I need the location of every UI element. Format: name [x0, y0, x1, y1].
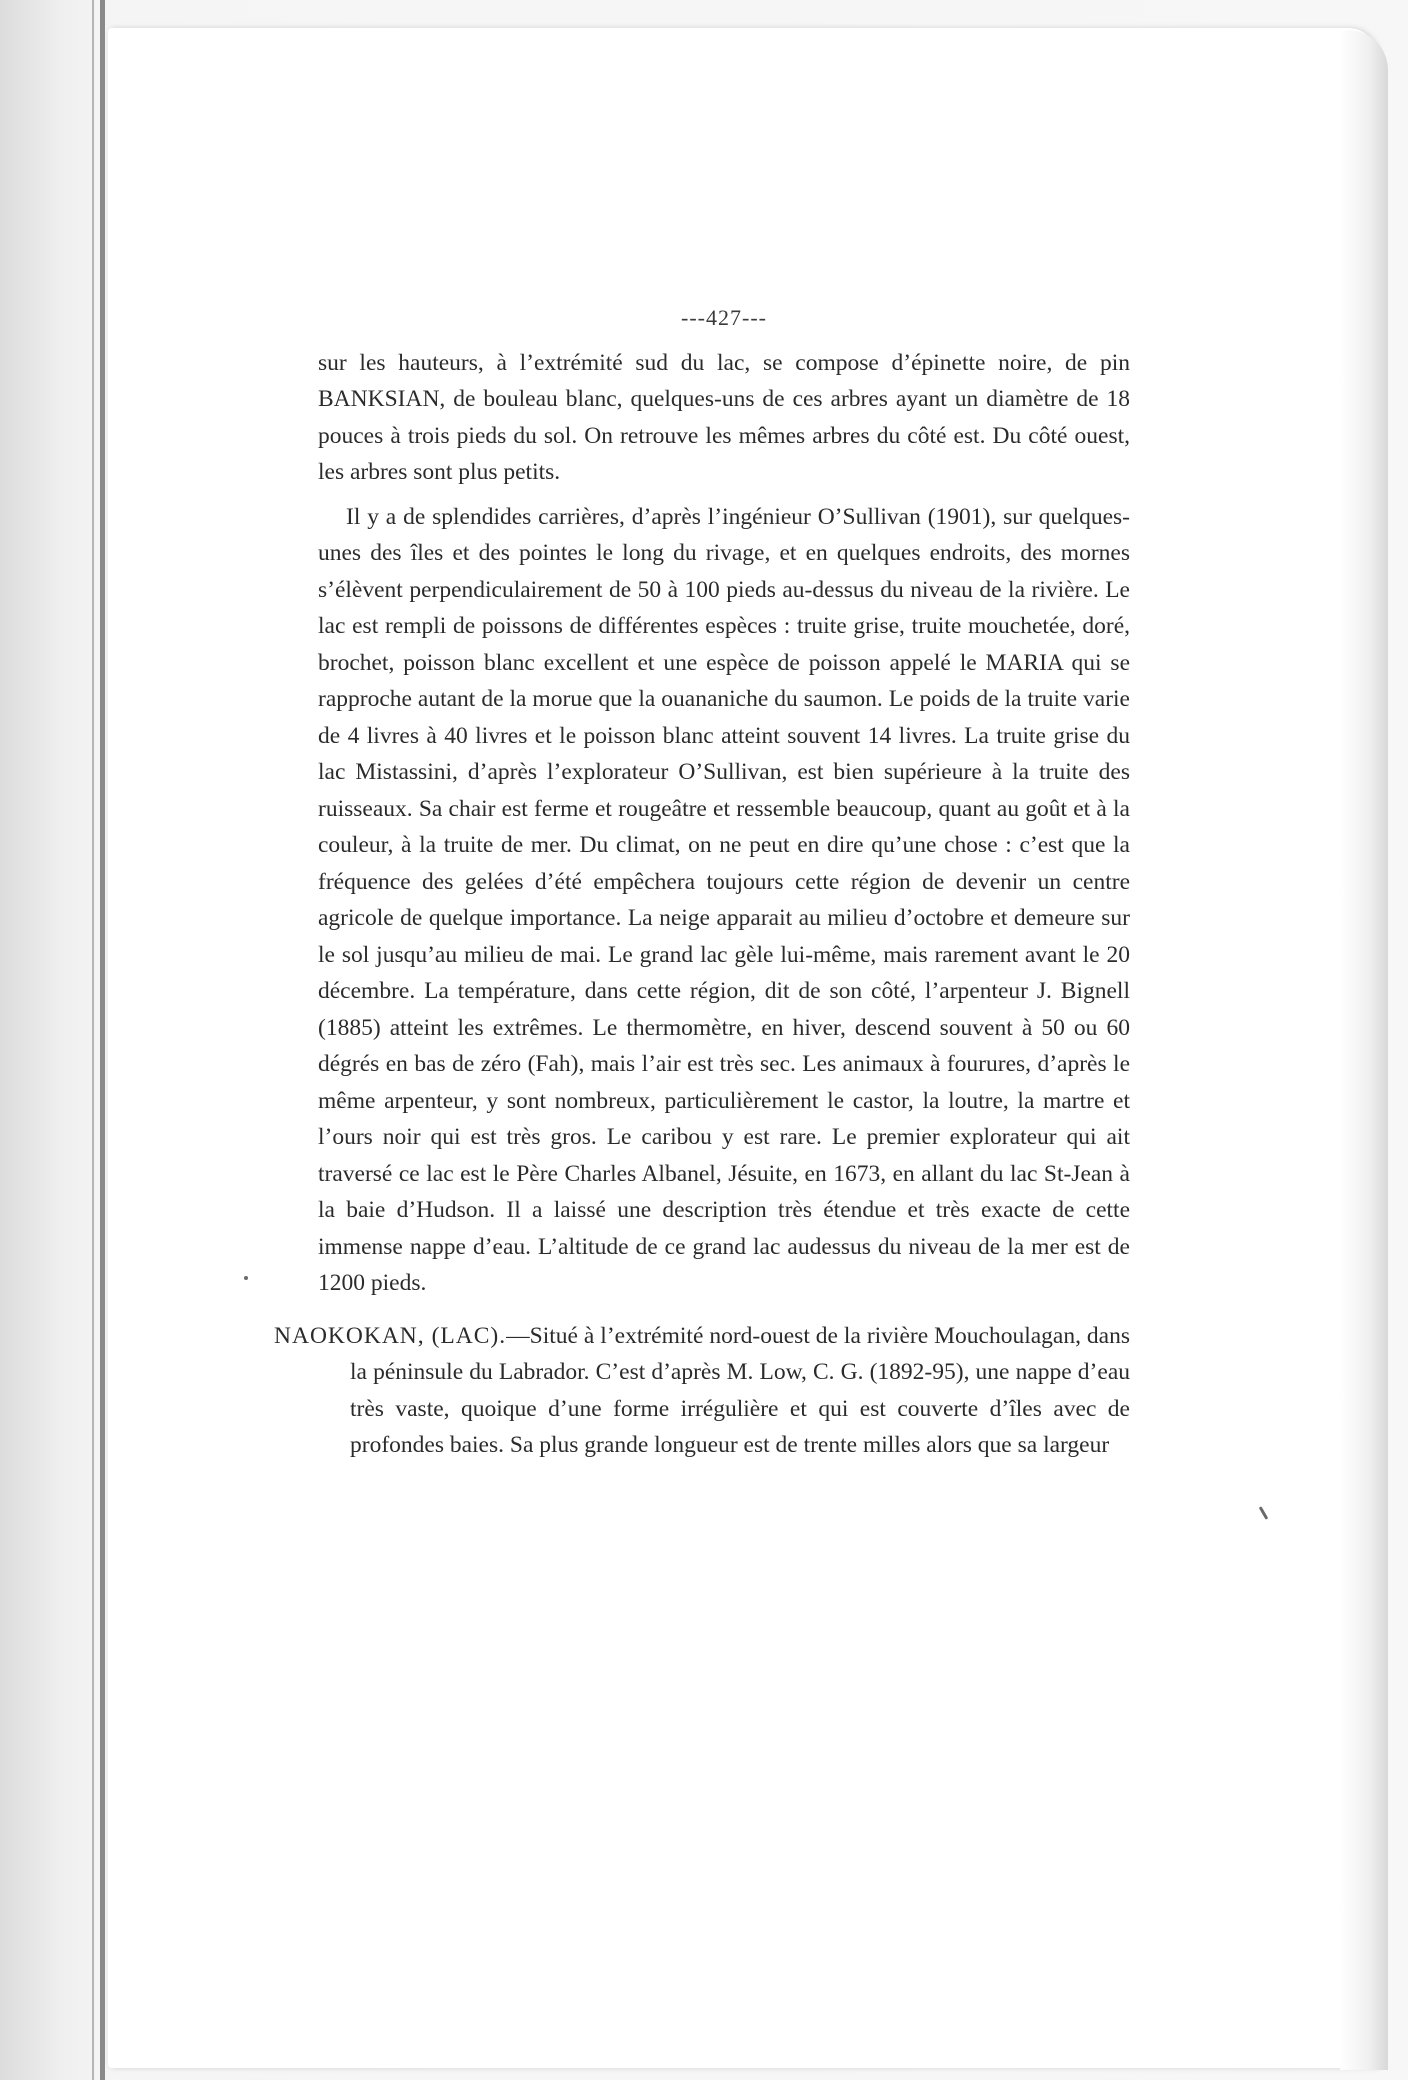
page-fold: [1340, 30, 1388, 2070]
scan-speck: [244, 1276, 248, 1280]
entry-headword: NAOKOKAN, (LAC).: [274, 1322, 507, 1349]
page-number: ---427---: [681, 305, 767, 330]
paragraph-continuation: sur les hauteurs, à l’extrémité sud du lac, se compose d’épinette noire, de pin BANKSIAN, de bouleau blanc, quelques-uns de ces arbres ayant un diamètre de 18 pouces à trois pieds du sol. On retrouve les mêmes arbres du côté est. Du côté ouest, les arbres sont plus petits.: [318, 349, 1130, 485]
binding-line: [100, 0, 105, 2080]
dictionary-entry: [274, 1318, 1131, 1464]
document-body: [274, 300, 1131, 1464]
paragraph-description: Il y a de splendides carrières, d’après l’ingénieur O’Sullivan (1901), sur quelques-unes des îles et des pointes le long du rivage, et en quelques endroits, des mornes s’élèvent perpendiculairement de 50 à 100 pieds au-dessus du niveau de la rivière. Le lac est rempli de poissons de différentes espèces : truite grise, truite mouchetée, doré, brochet, poisson blanc excellent et une espèce de poisson appelé le MARIA qui se rapproche autant de la morue que la ouananiche du saumon. Le poids de la truite varie de 4 livres à 40 livres et le poisson blanc atteint souvent 14 livres. La truite grise du lac Mistassini, d’après l’explorateur O’Sullivan, est bien supérieure à la truite des ruisseaux. Sa chair est ferme et rougeâtre et ressemble beaucoup, quant au goût et à la couleur, à la truite de mer. Du climat, on ne peut en dire qu’une chose : c’est que la fréquence des gelées d’été empêchera toujours cette région de devenir un centre agricole de quelque importance. La neige apparait au milieu d’octobre et demeure sur le sol jusqu’au milieu de mai. Le grand lac gèle lui-même, mais rarement avant le 20 décembre. La température, dans cette région, dit de son côté, l’arpenteur J. Bignell (1885) atteint les extrêmes. Le thermomètre, en hiver, descend souvent à 50 ou 60 dégrés en bas de zéro (Fah), mais l’air est très sec. Les animaux à fourures, d’après le même arpenteur, y sont nombreux, particulièrement le castor, la loutre, la martre et l’ours noir qui est très gros. Le caribou y est rare. Le premier explorateur qui ait traversé ce lac est le Père Charles Albanel, Jésuite, en 1673, en allant du lac St-Jean à la baie d’Hudson. Il a laissé une description très étendue et très exacte de cette immense nappe d’eau. L’altitude de ce grand lac audessus du niveau de la mer est de 1200 pieds.: [318, 503, 1130, 1296]
entry-text: —Situé à l’extrémité nord-ouest de la rivière Mouchoulagan, dans la péninsule du Labrador. C’est d’après M. Low, C. G. (1892-95), une nappe d’eau très vaste, quoique d’une forme irrégulière et qui est couverte d’îles avec de profondes baies. Sa plus grande longueur est de trente milles alors que sa largeur: [350, 1322, 1131, 1458]
binding-shadow: [92, 0, 94, 2080]
